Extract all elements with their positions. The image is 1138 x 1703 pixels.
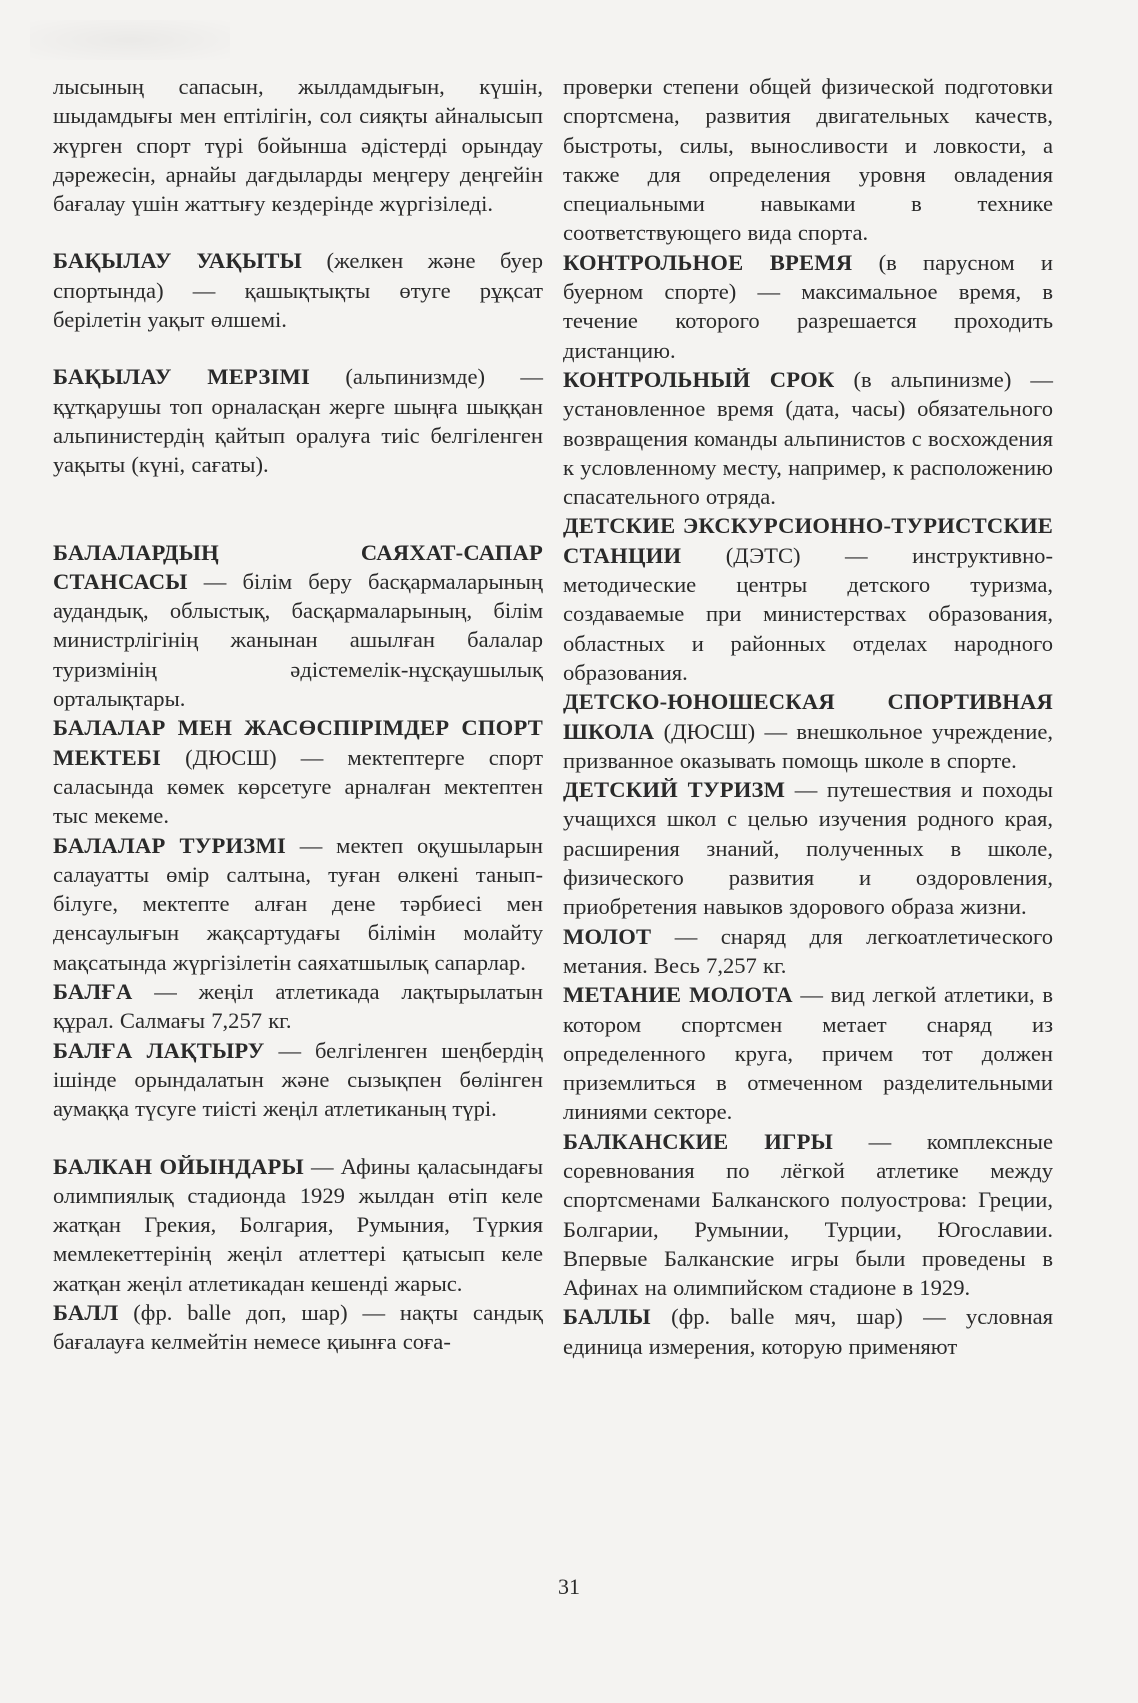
entry: [563, 1127, 1053, 1303]
entry-term: БАЛҒА ЛАҚТЫРУ: [53, 1037, 265, 1063]
entry: [53, 246, 543, 334]
entry-term: МОЛОТ: [563, 923, 652, 949]
entry: [563, 248, 1053, 365]
entry-body: лысының сапасын, жылдамдығын, күшін, шыдамдығы мен ептілігін, сол сияқты айналысып жүрген спорт түрі бойынша әдістерді орындау дәрежесін, арнайы дағдыларды меңгеру деңгейін бағалау үшін жаттығу кездерінде жүргізіледі.: [53, 74, 543, 217]
entry-term: БАҚЫЛАУ МЕРЗІМІ: [53, 364, 310, 390]
entry-body: — комплексные соревнования по лёгкой атлетике между спортсменами Балканского полуострова: Греции, Болгарии, Румынии, Турции, Югославии. Впервые Балканские игры были проведены в Афинах на олимпийском стадионе в 1929.: [563, 1128, 1053, 1301]
entry: [53, 1152, 543, 1298]
entry-body: проверки степени общей физической подготовки спортсмена, развития двигательных качеств, быстроты, силы, выносливости и ловкости, а также для определения уровня овладения специальными навыками в технике соответствующего вида спорта.: [563, 74, 1053, 246]
entry: [53, 362, 543, 479]
entry-body: — білім беру басқармаларының аудандық, облыстық, басқармаларының, білім министрлігінің жанынан ашылған балалар туризмінің әдістемелік-нұсқаушылық орталықтары.: [53, 568, 543, 712]
entry-body: — снаряд для легкоатлетического метания. Весь 7,257 кг.: [563, 923, 1053, 978]
entry-body: — жеңіл атлетикада лақтырылатын құрал. Салмағы 7,257 кг.: [53, 979, 543, 1034]
entry-term: ДЕТСКИЙ ТУРИЗМ: [563, 777, 786, 803]
entry: [53, 1036, 543, 1124]
entry: [563, 922, 1053, 981]
entry-term: БАЛАЛАРДЫҢ САЯХАТ-САПАР СТАНСАСЫ: [53, 539, 543, 594]
entry-term: БАЛЛЫ: [563, 1304, 651, 1330]
entry-body: (ДЭТС) — инструктивно-методические центры детского туризма, создаваемые при министерствах образования, областных и районных отделах народного образования.: [563, 542, 1053, 685]
entry-term: БАЛАЛАР ТУРИЗМІ: [53, 832, 286, 858]
left-column: [53, 72, 543, 1357]
entry: [563, 365, 1053, 511]
entry: [53, 72, 543, 218]
entry-body: (в альпинизме) — установленное время (дата, часы) обязательного возвращения команды альпинистов с восхождения к условленному месту, например, к расположению спасательного отряда.: [563, 366, 1053, 510]
entry-body: (желкен және буер спортында) — қашықтықты өтуге рұқсат берілетін уақыт өлшемі.: [53, 248, 543, 333]
entry-body: — белгіленген шеңбердің ішінде орындалатын және сызықпен бөлінген аумаққа түсуге тиісті жеңіл атлетиканың түрі.: [53, 1037, 543, 1122]
entry-term: БАЛКАНСКИЕ ИГРЫ: [563, 1128, 833, 1154]
entry: [53, 713, 543, 830]
entry: [53, 831, 543, 977]
entry: [53, 1298, 543, 1357]
entry-body: (фр. balle доп, шар) — нақты сандық бағалауға келмейтін немесе қиынға соға-: [53, 1299, 543, 1355]
entry-term: КОНТРОЛЬНЫЙ СРОК: [563, 366, 835, 392]
entry-term: БАЛАЛАР МЕН ЖАСӨСПІРІМДЕР СПОРТ МЕКТЕБІ: [53, 715, 543, 770]
entry-term: БАЛҒА: [53, 979, 133, 1005]
entry: [563, 511, 1053, 687]
entry: [53, 538, 543, 714]
scan-smudge: [30, 20, 230, 60]
entry-body: (ДЮСШ) — мектептерге спорт саласында көмек көрсетуге арналған мектептен тыс мекеме.: [53, 744, 543, 829]
entry-body: — Афины қаласындағы олимпиялық стадионда 1929 жылдан өтіп келе жатқан Грекия, Болгария, Румыния, Түркия мемлекеттерінің жеңіл атлеттері қатысып келе жатқан жеңіл атлетикадан кешенді жарыс.: [53, 1153, 543, 1296]
right-column: [563, 72, 1053, 1361]
entry-term: ДЕТСКО-ЮНОШЕСКАЯ СПОРТИВНАЯ ШКОЛА: [563, 689, 1053, 744]
entry: [563, 775, 1053, 921]
entry: [563, 980, 1053, 1126]
entry: [563, 72, 1053, 248]
entry: [563, 1302, 1053, 1361]
entry-body: — путешествия и походы учащихся школ с целью изучения родного края, расширения знаний, полученных в школе, физического развития и оздоровления, приобретения навыков здорового образа жизни.: [563, 777, 1053, 920]
entry-term: БАҚЫЛАУ УАҚЫТЫ: [53, 248, 303, 274]
page-number: 31: [558, 1574, 580, 1599]
entry-body: (фр. balle мяч, шар) — условная единица измерения, которую применяют: [563, 1304, 1053, 1359]
entry-term: БАЛКАН ОЙЫНДАРЫ: [53, 1153, 304, 1179]
entry-body: — вид легкой атлетики, в котором спортсмен метает снаряд из определенного круга, причем тот должен приземлиться в отмеченном разделительными линиями секторе.: [563, 982, 1053, 1125]
entry-body: (в парусном и буерном спорте) — максимальное время, в течение которого разрешается проходить дистанцию.: [563, 249, 1053, 363]
entry-term: КОНТРОЛЬНОЕ ВРЕМЯ: [563, 249, 853, 275]
entry-body: (ДЮСШ) — внешкольное учреждение, призванное оказывать помощь школе в спорте.: [563, 718, 1053, 773]
entry: [563, 687, 1053, 775]
entry-body: — мектеп оқушыларын салауатты өмір салтына, туған өлкені танып-білуге, мектепте алған дене тәрбиесі мен денсаулығын жақсартудағы білімін молайту мақсатында жүргізілетін саяхатшылық сапарлар.: [53, 832, 544, 975]
entry-body: (альпинизмде) — құтқарушы топ орналасқан жерге шыңға шыққан альпинистердің қайтып оралуға тиіс белгіленген уақыты (күні, сағаты).: [53, 364, 543, 478]
entry-term: МЕТАНИЕ МОЛОТА: [563, 982, 793, 1008]
entry-term: БАЛЛ: [53, 1299, 119, 1325]
entry: [53, 977, 543, 1036]
entry-term: ДЕТСКИЕ ЭКСКУРСИОННО-ТУРИСТСКИЕ СТАНЦИИ: [563, 513, 1053, 568]
